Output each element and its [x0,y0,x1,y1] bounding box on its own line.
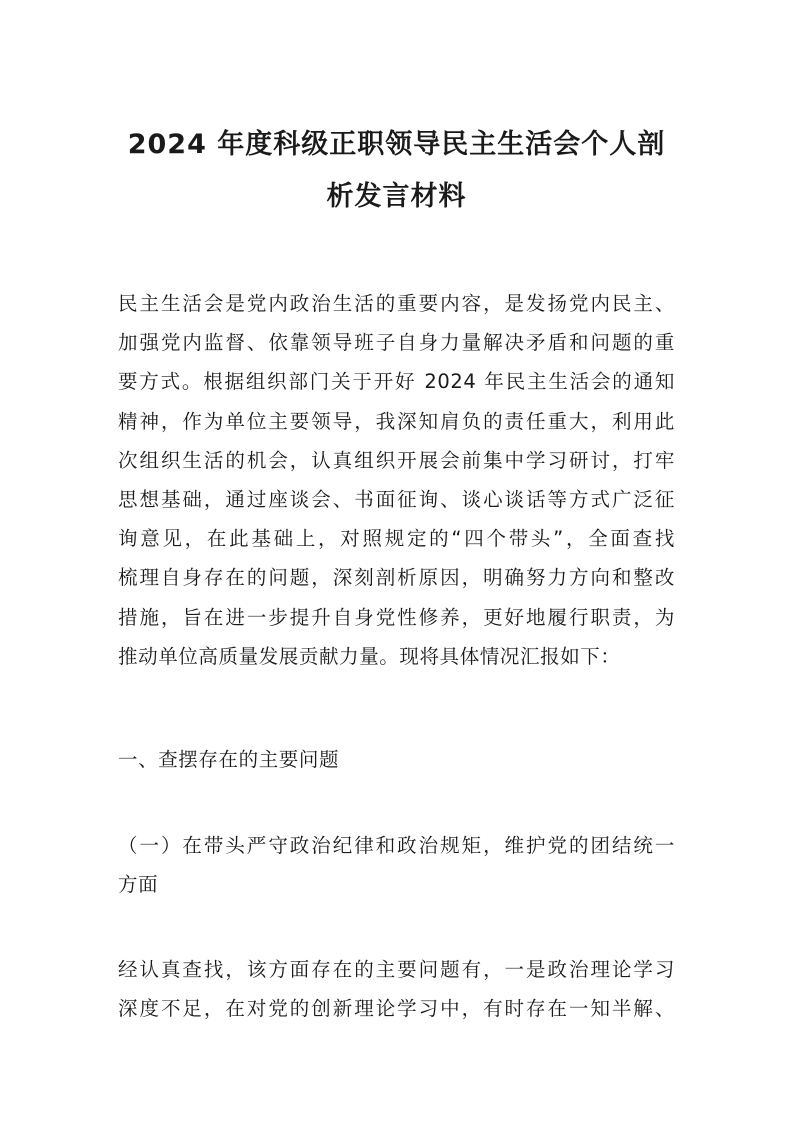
intro-line-2: 加强党内监督、依靠领导班子自身力量解决矛盾和问题的重 [118,331,675,355]
intro-line-3: 要方式。根据组织部门关于开好 2024 年民主生活会的通知 [118,370,675,394]
finding-line-1: 经认真查找，该方面存在的主要问题有，一是政治理论学习 [118,958,675,981]
document-title [118,119,675,223]
intro-line-8: 梳理自身存在的问题，深刻剖析原因，明确努力方向和整改 [118,566,675,590]
title-line-1: 2024 年度科级正职领导民主生活会个人剖 [127,129,666,160]
subsection-heading [118,826,675,904]
intro-line-5: 次组织生活的机会，认真组织开展会前集中学习研讨，打牢 [118,448,675,472]
intro-paragraph [118,284,675,676]
section-heading [118,740,675,779]
intro-line-7: 询意见，在此基础上，对照规定的“四个带头”，全面查找 [118,527,675,551]
intro-line-10: 推动单位高质量发展贡献力量。现将具体情况汇报如下： [118,644,621,668]
intro-line-6: 思想基础，通过座谈会、书面征询、谈心谈话等方式广泛征 [118,488,675,512]
subsection-heading-line-2: 方面 [118,873,159,897]
finding-line-2: 深度不足，在对党的创新理论学习中，有时存在一知半解、 [118,997,675,1021]
section-heading-text: 一、查摆存在的主要问题 [118,748,340,771]
intro-line-1: 民主生活会是党内政治生活的重要内容，是发扬党内民主、 [118,292,675,315]
intro-line-4: 精神，作为单位主要领导，我深知肩负的责任重大，利用此 [118,409,675,433]
intro-line-9: 措施，旨在进一步提升自身党性修养，更好地履行职责，为 [118,605,675,629]
finding-paragraph [118,950,675,1028]
title-line-2: 析发言材料 [326,181,467,212]
subsection-heading-line-1: （一）在带头严守政治纪律和政治规矩，维护党的团结统一 [118,834,675,857]
